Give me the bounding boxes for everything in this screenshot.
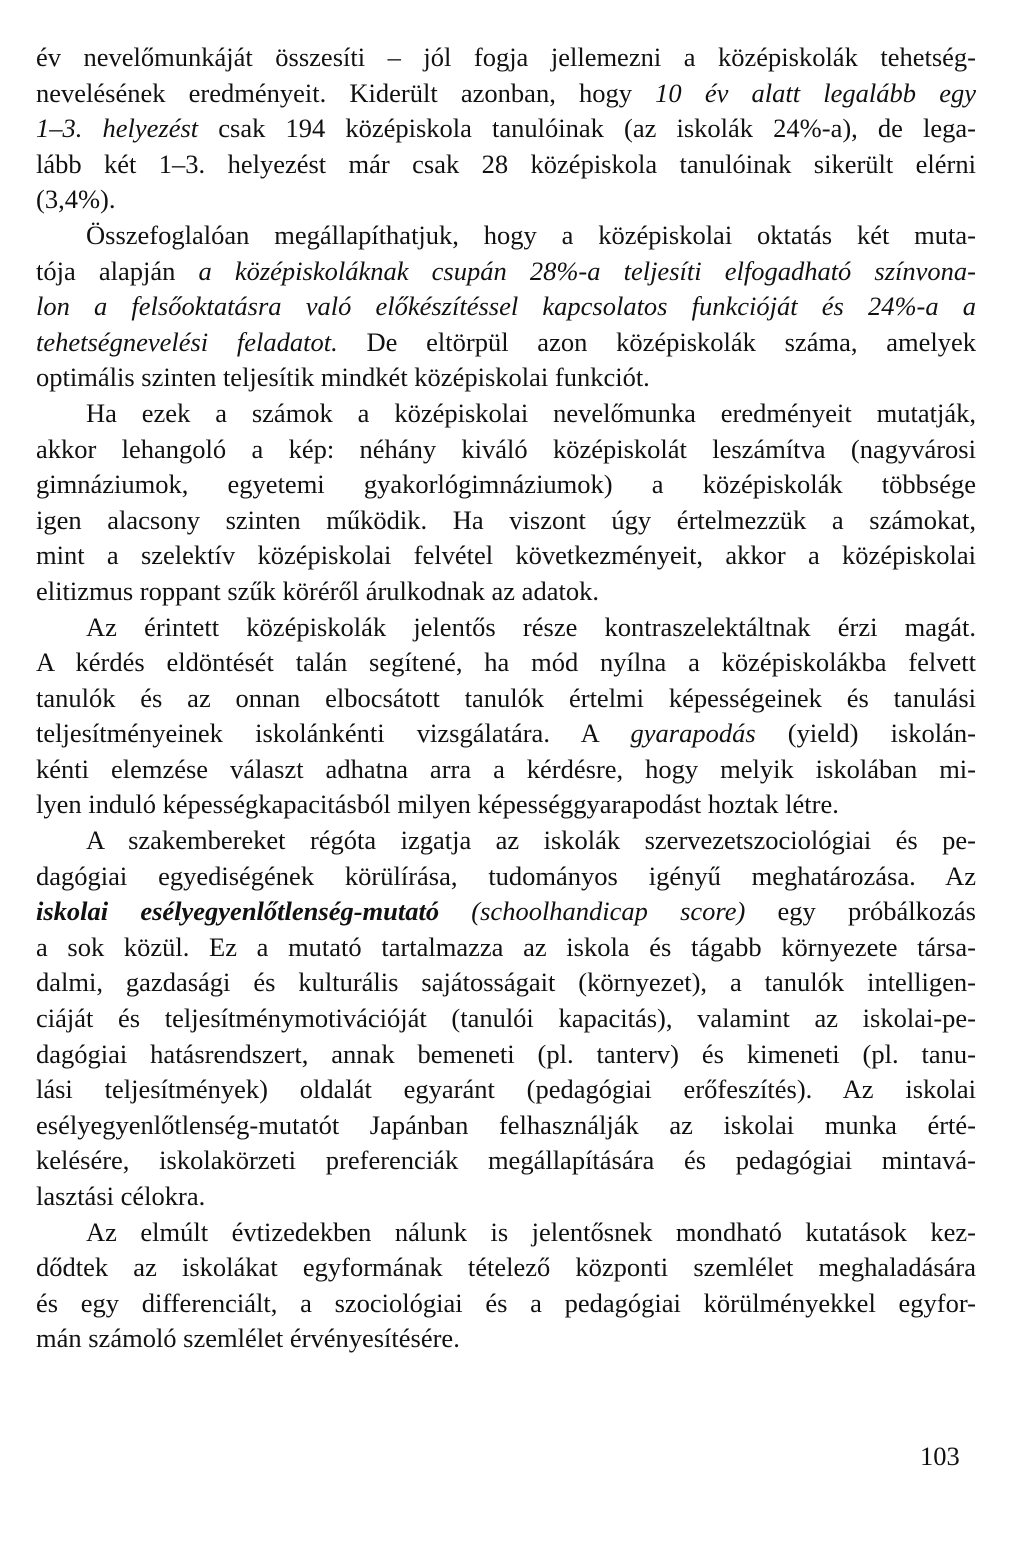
paragraph-4 (36, 610, 976, 824)
text-run: egy próbálkozás (745, 896, 976, 927)
text-line: dalmi, gazdasági és kulturális sajátosságait (környezet), a tanulók intelligen- (36, 967, 976, 998)
text-line: elitizmus roppant szűk köréről árulkodnak az adatok. (36, 575, 599, 606)
italic-run: 10 év alatt legalább egy (655, 77, 976, 108)
text-line: akkor lehangoló a kép: néhány kiváló középiskolát leszámítva (nagyvárosi (36, 433, 976, 464)
italic-run: 1–3. helyezést (36, 113, 199, 144)
text-run: csak 194 középiskola tanulóinak (az iskolák 24%-a), de lega- (198, 113, 976, 144)
text-run: De eltörpül azon középiskolák száma, amelyek (337, 326, 976, 357)
text-line: a sok közül. Ez a mutató tartalmazza az iskola és tágabb környezete társa- (36, 931, 976, 962)
text-line (36, 254, 976, 290)
paragraph-3 (36, 396, 976, 610)
text-line: lási teljesítmények) oldalát egyaránt (pedagógiai erőfeszítés). Az iskolai (36, 1074, 976, 1105)
text-line: és egy differenciált, a szociológiai és a pedagógiai körülményekkel egyfor- (36, 1287, 976, 1318)
text-line: Összefoglalóan megállapíthatjuk, hogy a középiskolai oktatás két muta- (86, 219, 976, 250)
page-body (36, 40, 976, 1357)
text-line: A szakembereket régóta izgatja az iskolák szervezetszociológiai és pe- (86, 825, 976, 856)
text-line: Az érintett középiskolák jelentős része kontraszelektáltnak érzi magát. (86, 611, 976, 642)
italic-run: lon a felsőoktatásra való előkészítéssel kapcsolatos funkcióját és 24%-a a (36, 291, 976, 322)
text-line: gimnáziumok, egyetemi gyakorlógimnáziumok) a középiskolák többsége (36, 469, 976, 500)
paragraph-5 (36, 823, 976, 1215)
paragraph-2 (36, 218, 976, 396)
text-run: (yield) iskolán- (755, 718, 976, 749)
text-line: lább két 1–3. helyezést már csak 28 középiskola tanulóinak sikerült elérni (36, 148, 976, 179)
text-line: lyen induló képességkapacitásból milyen képességgyarapodást hoztak létre. (36, 789, 839, 820)
page-number: 103 (920, 1441, 960, 1471)
italic-run: tehetségnevelési feladatot. (36, 326, 338, 357)
text-line: év nevelőmunkáját összesíti – jól fogja jellemezni a középiskolák tehetség- (36, 42, 976, 72)
text-line: tanulók és az onnan elbocsátott tanulók értelmi képességeinek és tanulási (36, 682, 976, 713)
text-line: Az elmúlt évtizedekben nálunk is jelentősnek mondható kutatások kez- (86, 1216, 976, 1247)
text-line: (3,4%). (36, 184, 116, 215)
text-run: teljesítményeinek iskolánkénti vizsgálatára. A (36, 718, 631, 749)
text-line: dagógiai egyediségének körülírása, tudományos igényű meghatározása. Az (36, 860, 976, 891)
text-line (36, 894, 976, 930)
italic-run: a középiskoláknak csupán 28%-a teljesíti elfogadható színvona- (198, 255, 976, 286)
text-line (36, 76, 976, 112)
bold-italic-term: iskolai esélyegyenlőtlenség-mutató (36, 896, 440, 927)
text-line: mint a szelektív középiskolai felvétel következményeit, akkor a középiskolai (36, 540, 976, 571)
italic-run: gyarapodás (630, 718, 756, 749)
text-line: kénti elemzése választ adhatna arra a kérdésre, hogy melyik iskolában mi- (36, 753, 976, 784)
text-line (36, 716, 976, 752)
text-line (36, 325, 976, 361)
text-line: dődtek az iskolákat egyformának tételező központi szemlélet meghaladására (36, 1252, 976, 1283)
text-run: nevelésének eredményeit. Kiderült azonban, hogy (36, 77, 656, 108)
text-line: A kérdés eldöntését talán segítené, ha mód nyílna a középiskolákba felvett (36, 647, 976, 678)
text-line: igen alacsony szinten működik. Ha viszont úgy értelmezzük a számokat, (36, 504, 976, 535)
paragraph-6 (36, 1215, 976, 1357)
text-line: ciáját és teljesítménymotivációját (tanulói kapacitás), valamint az iskolai-pe- (36, 1003, 976, 1034)
text-line: esélyegyenlőtlenség-mutatót Japánban felhasználják az iskolai munka érté- (36, 1109, 976, 1140)
text-line: lasztási célokra. (36, 1181, 206, 1211)
paragraph-1 (36, 40, 976, 218)
italic-run: (schoolhandicap score) (439, 896, 746, 927)
text-line: mán számoló szemlélet érvényesítésére. (36, 1323, 460, 1354)
text-line: optimális szinten teljesítik mindkét középiskolai funkciót. (36, 362, 650, 393)
text-line (36, 289, 976, 325)
text-run: tója alapján (36, 255, 199, 286)
text-line: dagógiai hatásrendszert, annak bemeneti (pl. tanterv) és kimeneti (pl. tanu- (36, 1038, 976, 1069)
text-line: kelésére, iskolakörzeti preferenciák megállapítására és pedagógiai mintavá- (36, 1145, 976, 1176)
text-line (36, 111, 976, 147)
text-line: Ha ezek a számok a középiskolai nevelőmunka eredményeit mutatják, (86, 397, 976, 428)
